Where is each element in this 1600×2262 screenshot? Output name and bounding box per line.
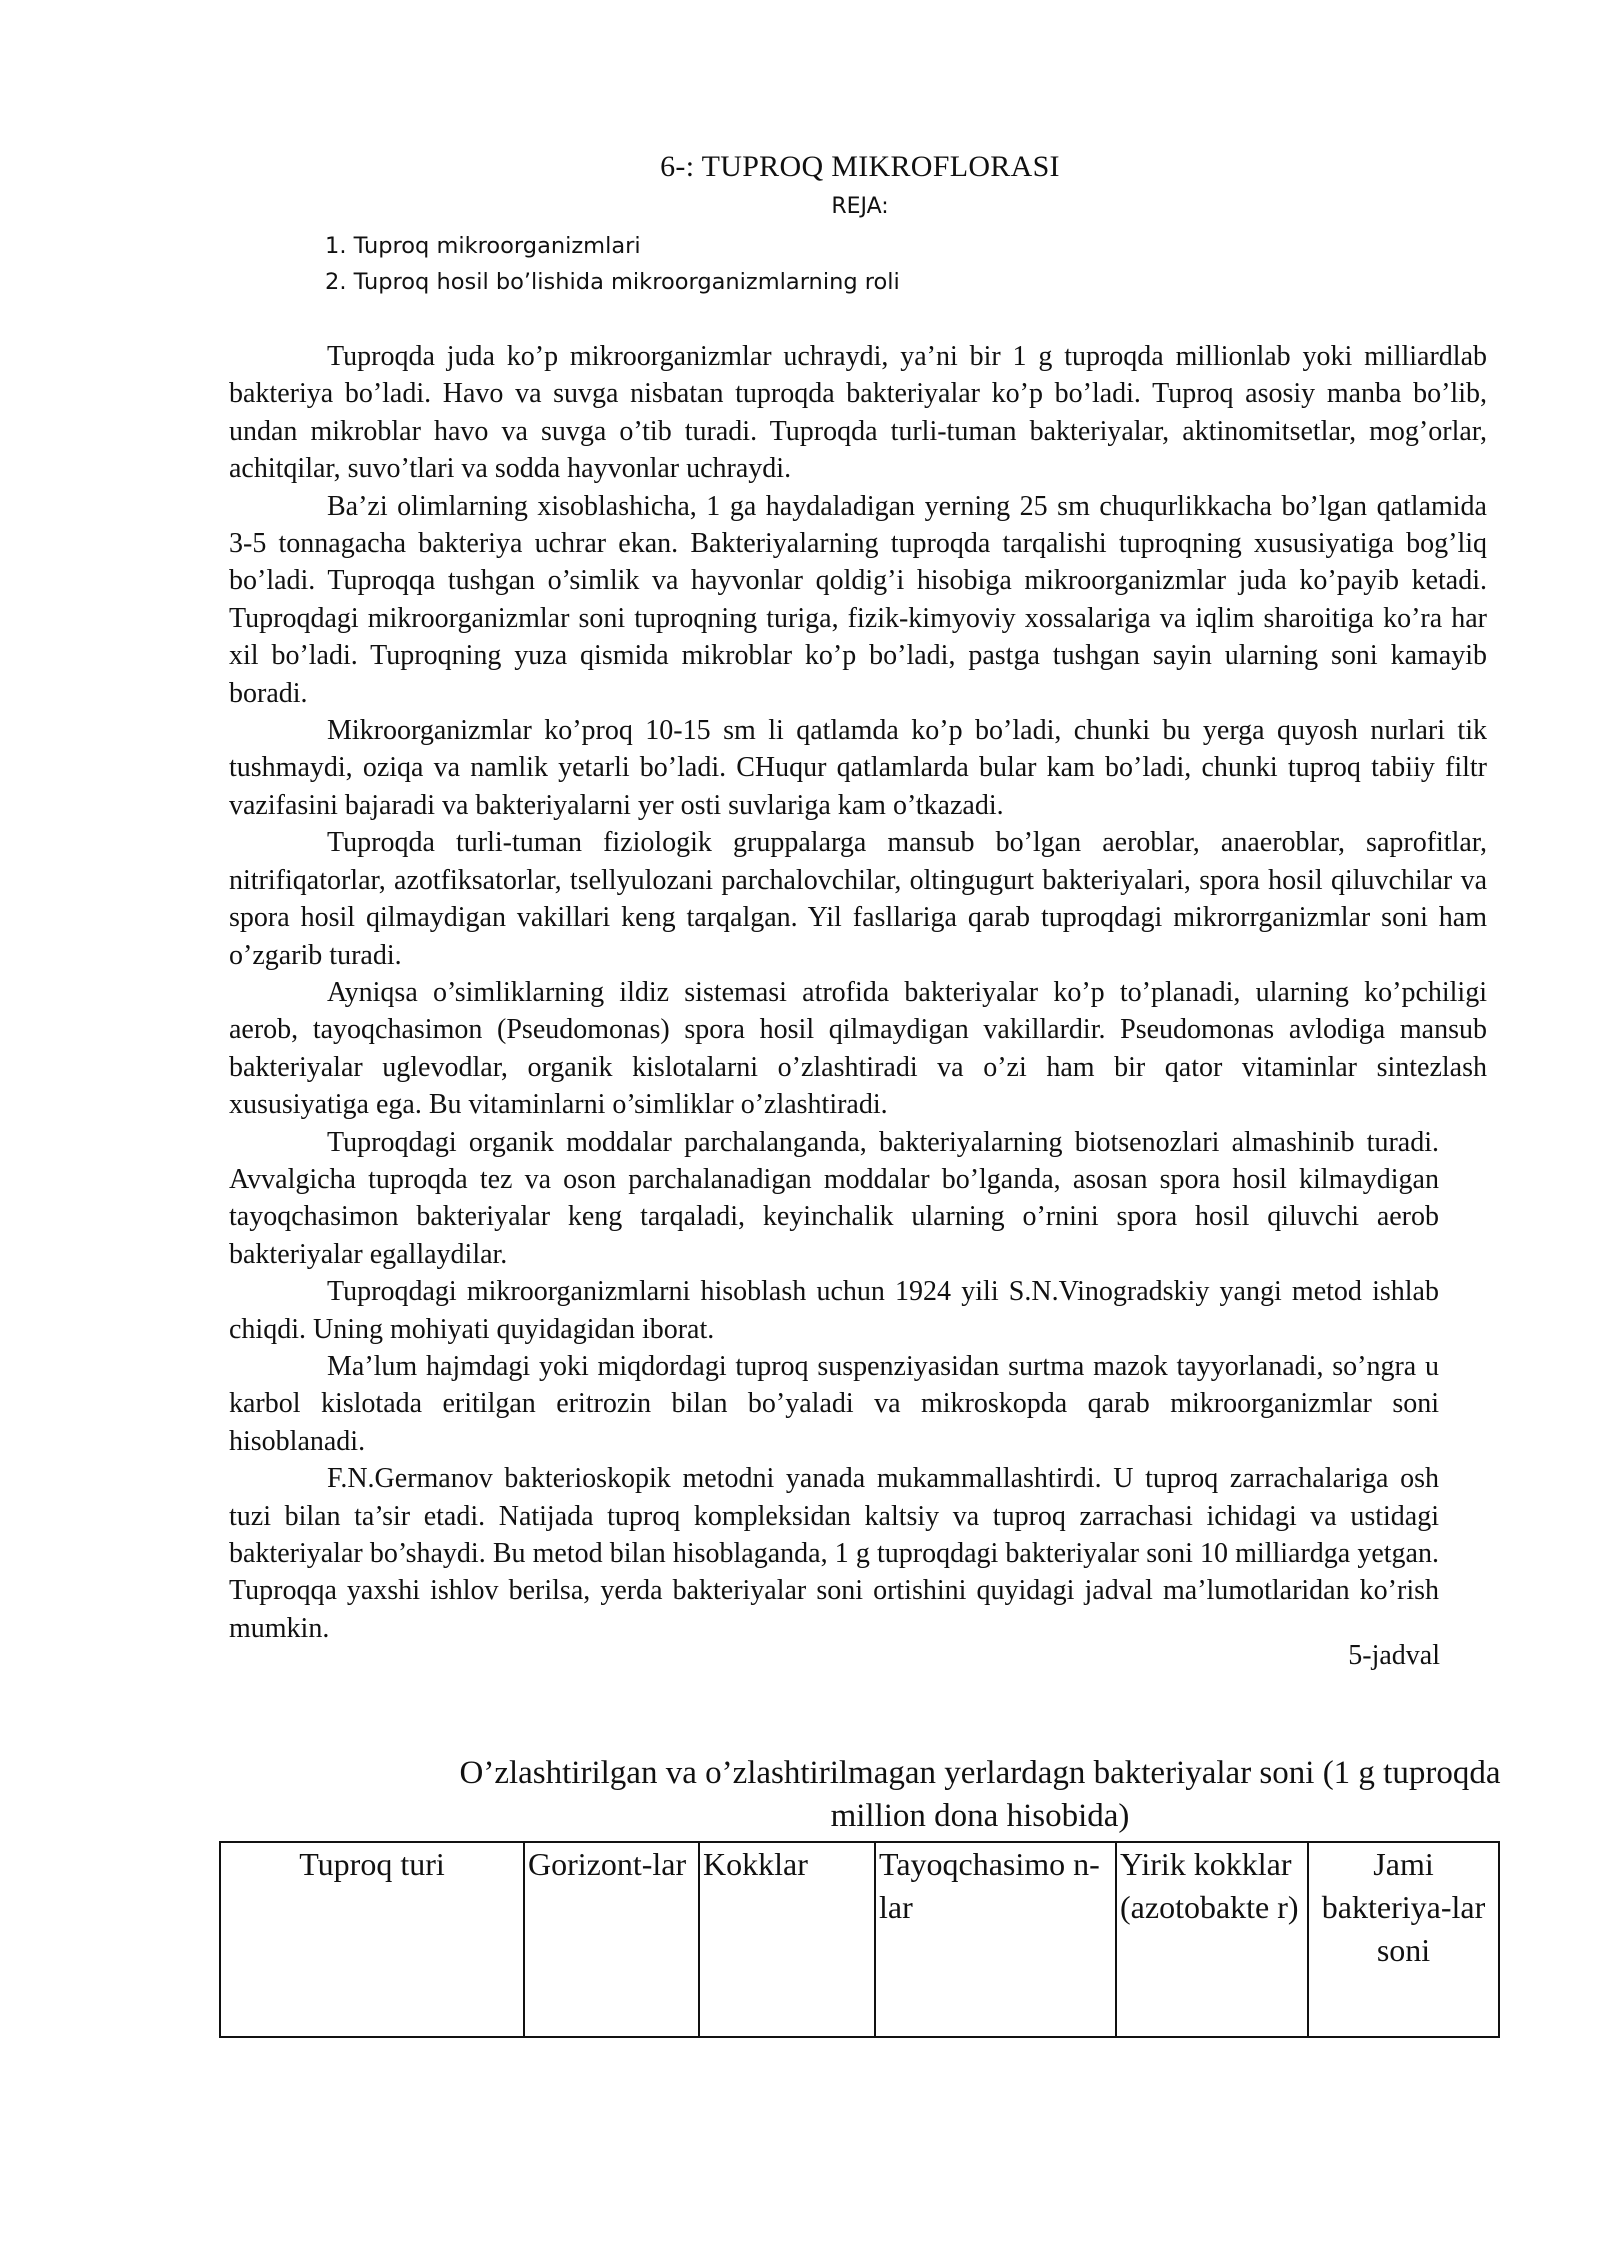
plan-item: 2. Tuproq hosil bo’lishida mikroorganizmlarning roli [325, 269, 900, 295]
paragraph: Ayniqsa o’simliklarning ildiz sistemasi atrofida bakteriyalar ko’p to’planadi, ularning ko’pchiligi aerob, tayoqchasimon (Pseudomonas) spora hosil qilmaydigan vakillardir. Pseudomonas avlodiga mansub bakteriyalar uglevodlar, organik kislotalarni o’zlashtiradi va o’zi ham bir qator vitaminlar sintezlash xususiyatiga ega. Bu vitaminlarni o’simliklar o’zlashtiradi. [229, 976, 1487, 1121]
paragraph: Tuproqdagi mikroorganizmlarni hisoblash uchun 1924 yili S.N.Vinogradskiy yangi metod ishlab chiqdi. Uning mohiyati quyidagidan iborat. [229, 1276, 1439, 1345]
table-header-cell: Tuproq turi [220, 1842, 524, 2037]
page-title: 6-: TUPROQ MIKROFLORASI [660, 150, 1060, 183]
table-header-cell: Tayoqchasimo n-lar [875, 1842, 1116, 2037]
paragraph: Ba’zi olimlarning xisoblashicha, 1 ga haydaladigan yerning 25 sm chuqurlikkacha bo’lgan qatlamida 3-5 tonnagacha bakteriya uchrar ekan. Bakteriyalarning tuproqda tarqalishi tuproqning xususiyatiga bog’liq bo’ladi. Tuproqqa tushgan o’simlik va hayvonlar qoldig’i hisobiga mikroorganizmlar juda ko’payib ketadi. Tuproqdagi mikroorganizmlar soni tuproqning turiga, fizik-kimyoviy xossalariga va iqlim sharoitiga ko’ra har xil bo’ladi. Tuproqning yuza qismida mikroblar ko’p bo’ladi, pastga tushgan sayin ularning soni kamayib boradi. [229, 490, 1487, 709]
paragraph: Tuproqda turli-tuman fiziologik gruppalarga mansub bo’lgan aeroblar, anaeroblar, saprofitlar, nitrifiqatorlar, azotfiksatorlar, tsellyulozani parchalovchilar, oltingugurt bakteriyalari, spora hosil qiluvchilar va spora hosil qilmaydigan vakillari keng tarqalgan. Yil fasllariga qarab tuproqdagi mikrorrganizmlar soni ham o’zgarib turadi. [229, 827, 1487, 971]
table-header-cell: Kokklar [699, 1842, 875, 2037]
table-header-cell: Yirik kokklar (azotobakte r) [1116, 1842, 1308, 2037]
paragraph: Ma’lum hajmdagi yoki miqdordagi tuproq suspenziyasidan surtma mazok tayyorlanadi, so’ngra u karbol kislotada eritilgan eritrozin bilan bo’yaladi va mikroskopda qarab mikroorganizmlar soni hisoblanadi. [229, 1350, 1439, 1457]
plan-item: 1. Tuproq mikroorganizmlari [325, 233, 641, 259]
paragraph: Tuproqdagi organik moddalar parchalanganda, bakteriyalarning biotsenozlari almashinib turadi. Avvalgicha tuproqda tez va oson parchalanadigan moddalar bo’lganda, asosan spora hosil kilmaydigan tayoqchasimon bakteriyalar keng tarqaladi, keyinchalik ularning o’rnini spora hosil qiluvchi aerob bakteriyalar egallaydilar. [229, 1126, 1439, 1270]
plan-heading: REJA: [831, 194, 889, 219]
table-header-row [220, 1842, 1499, 2037]
paragraph: F.N.Germanov bakterioskopik metodni yanada mukammallashtirdi. U tuproq zarrachalariga osh tuzi bilan ta’sir etadi. Natijada tuproq kompleksidan kaltsiy va tuproq zarrachasi ichidagi va ustidagi bakteriyalar bo’shaydi. Bu metod bilan hisoblaganda, 1 g tuproqdagi bakteriyalar soni 10 milliardga yetgan. Tuproqqa yaxshi ishlov berilsa, yerda bakteriyalar soni ortishini quyidagi jadval ma’lumotlaridan ko’rish mumkin. [229, 1463, 1439, 1644]
table-number: 5-jadval [1348, 1640, 1440, 1671]
bacteria-table [219, 1841, 1500, 2038]
plan-list [325, 228, 900, 300]
body-text [229, 338, 1487, 1647]
table-caption: O’zlashtirilgan va o’zlashtirilmagan yerlardagn bakteriyalar soni (1 g tuproqda million dona hisobida) [459, 1755, 1501, 1834]
table-header-cell: Gorizont-lar [524, 1842, 699, 2037]
table-header-cell: Jami bakteriya-lar soni [1308, 1842, 1499, 2037]
paragraph: Mikroorganizmlar ko’proq 10-15 sm li qatlamda ko’p bo’ladi, chunki bu yerga quyosh nurlari tik tushmaydi, oziqa va namlik yetarli bo’ladi. CHuqur qatlamlarda bular kam bo’ladi, chunki tuproq tabiiy filtr vazifasini bajaradi va bakteriyalarni yer osti suvlariga kam o’tkazadi. [229, 715, 1487, 821]
paragraph: Tuproqda juda ko’p mikroorganizmlar uchraydi, ya’ni bir 1 g tuproqda millionlab yoki milliardlab bakteriya bo’ladi. Havo va suvga nisbatan tuproqda bakteriyalar ko’p bo’ladi. Tuproq asosiy manba bo’lib, undan mikroblar havo va suvga o’tib turadi. Tuproqda turli-tuman bakteriyalar, aktinomitsetlar, mog’orlar, achitqilar, suvo’tlari va sodda hayvonlar uchraydi. [229, 341, 1487, 485]
